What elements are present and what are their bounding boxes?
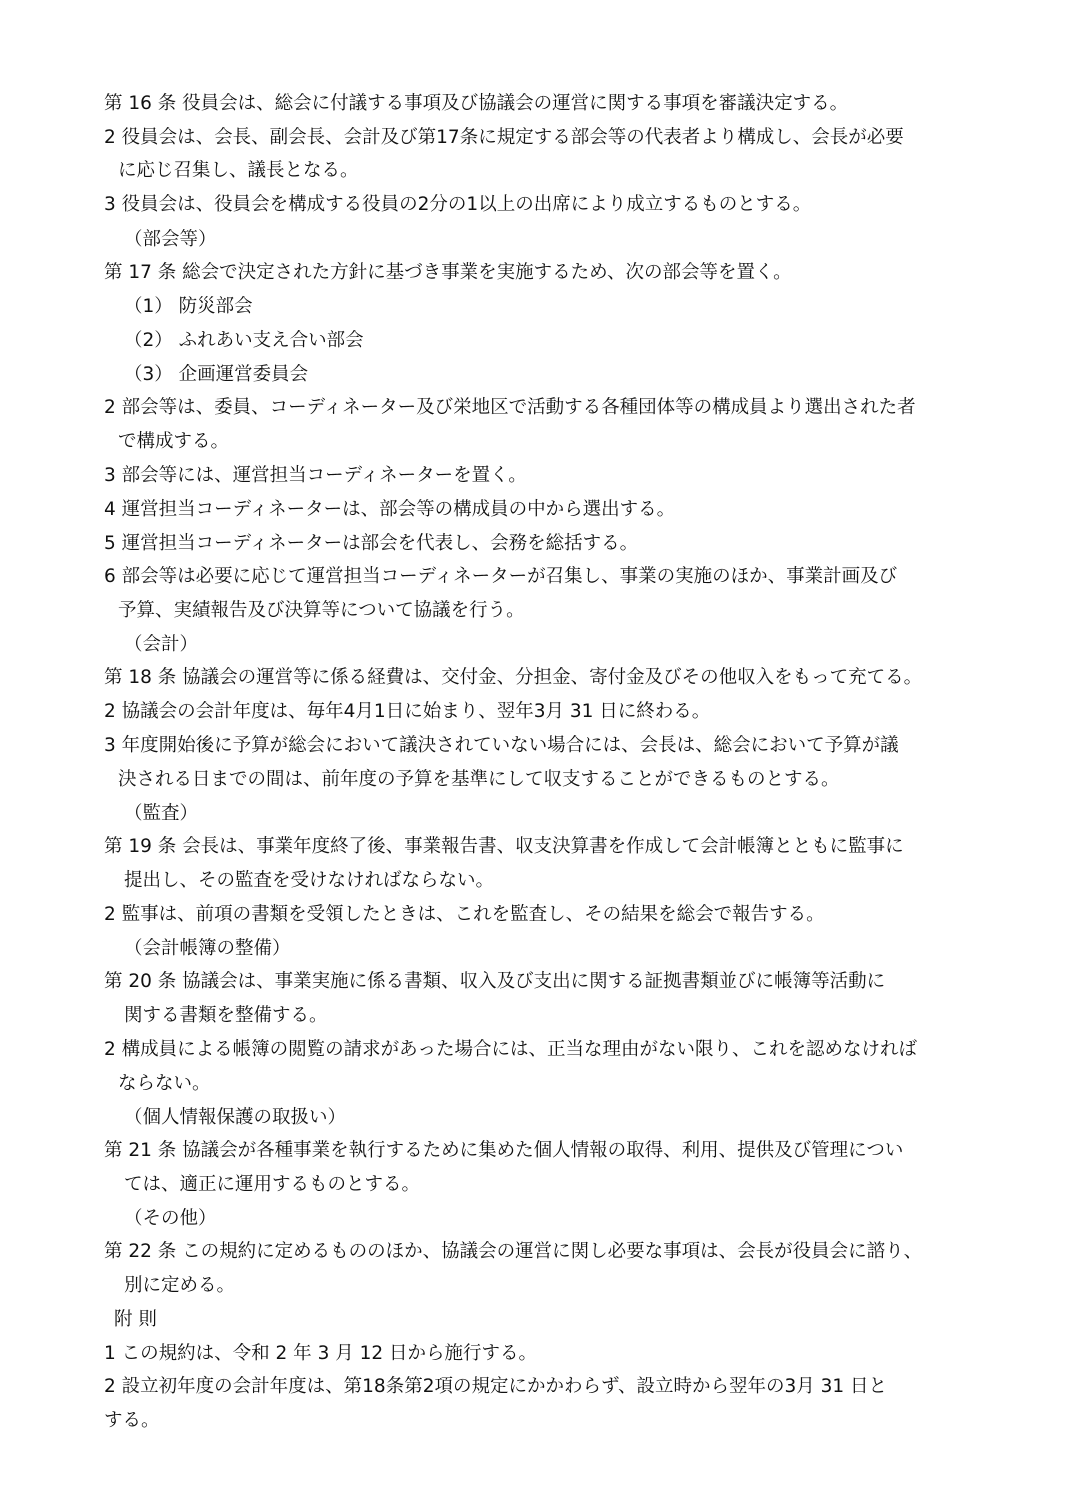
document-line: 第 21 条 協議会が各種事業を執行するために集めた個人情報の取得、利用、提供及び管理につい [104,1140,904,1161]
document-line: する。 [104,1410,160,1431]
document-line: 第 22 条 この規約に定めるもののほか、協議会の運営に関し必要な事項は、会長が役員会に諮り、 [104,1241,923,1262]
document-line: 第 16 条 役員会は、総会に付議する事項及び協議会の運営に関する事項を審議決定する。 [104,93,849,114]
document-line: （監査） [124,803,199,824]
document-line: 別に定める。 [124,1275,236,1296]
document-line: 5 運営担当コーディネーターは部会を代表し、会務を総括する。 [104,533,639,554]
document-line: （その他） [124,1208,217,1229]
document-line: 2 役員会は、会長、副会長、会計及び第17条に規定する部会等の代表者より構成し、会長が必要 [104,127,904,148]
document-line: （部会等） [124,229,217,250]
document-line: 第 19 条 会長は、事業年度終了後、事業報告書、収支決算書を作成して会計帳簿とともに監事に [104,836,904,857]
document-line: 1 この規約は、令和 2 年 3 月 12 日から施行する。 [104,1343,538,1364]
document-line: 2 監事は、前項の書類を受領したときは、これを監査し、その結果を総会で報告する。 [104,904,825,925]
document-line: 2 構成員による帳簿の閲覧の請求があった場合には、正当な理由がない限り、これを認めなければ [104,1039,917,1060]
document-line: 2 協議会の会計年度は、毎年4月1日に始まり、翌年3月 31 日に終わる。 [104,701,711,722]
document-line: （2） ふれあい支え合い部会 [124,330,364,351]
document-line: 決される日までの間は、前年度の予算を基準にして収支することができるものとする。 [118,769,840,790]
document-line: 第 20 条 協議会は、事業実施に係る書類、収入及び支出に関する証拠書類並びに帳簿等活動に [104,971,886,992]
document-line: （3） 企画運営委員会 [124,364,309,385]
document-line: 3 部会等には、運営担当コーディネーターを置く。 [104,465,527,486]
document-line: で構成する。 [118,431,230,452]
document-line: 第 18 条 協議会の運営等に係る経費は、交付金、分担金、寄付金及びその他収入をもって充てる。 [104,667,923,688]
document-line: 2 部会等は、委員、コーディネーター及び栄地区で活動する各種団体等の構成員より選出された者 [104,397,916,418]
document-line: ならない。 [118,1073,211,1094]
document-line: 提出し、その監査を受けなければならない。 [124,870,495,891]
document-line: 予算、実績報告及び決算等について協議を行う。 [118,600,525,621]
document-line: 関する書類を整備する。 [124,1005,328,1026]
document-line: （1） 防災部会 [124,296,253,317]
document-line: ては、適正に運用するものとする。 [124,1174,421,1195]
document-line: 2 設立初年度の会計年度は、第18条第2項の規定にかかわらず、設立時から翌年の3月 31 日と [104,1376,888,1397]
document-line: 3 年度開始後に予算が総会において議決されていない場合には、会長は、総会において予算が議 [104,735,899,756]
document-line: （個人情報保護の取扱い） [124,1107,347,1128]
document-line: 附 則 [114,1309,157,1330]
document-line: 3 役員会は、役員会を構成する役員の2分の1以上の出席により成立するものとする。 [104,194,812,215]
document-line: （会計） [124,634,199,655]
document-line: 第 17 条 総会で決定された方針に基づき事業を実施するため、次の部会等を置く。 [104,262,792,283]
document-line: 6 部会等は必要に応じて運営担当コーディネーターが召集し、事業の実施のほか、事業計画及び [104,566,898,587]
document-line: （会計帳簿の整備） [124,938,291,959]
document-line: に応じ召集し、議長となる。 [118,160,359,181]
document-line: 4 運営担当コーディネーターは、部会等の構成員の中から選出する。 [104,499,676,520]
